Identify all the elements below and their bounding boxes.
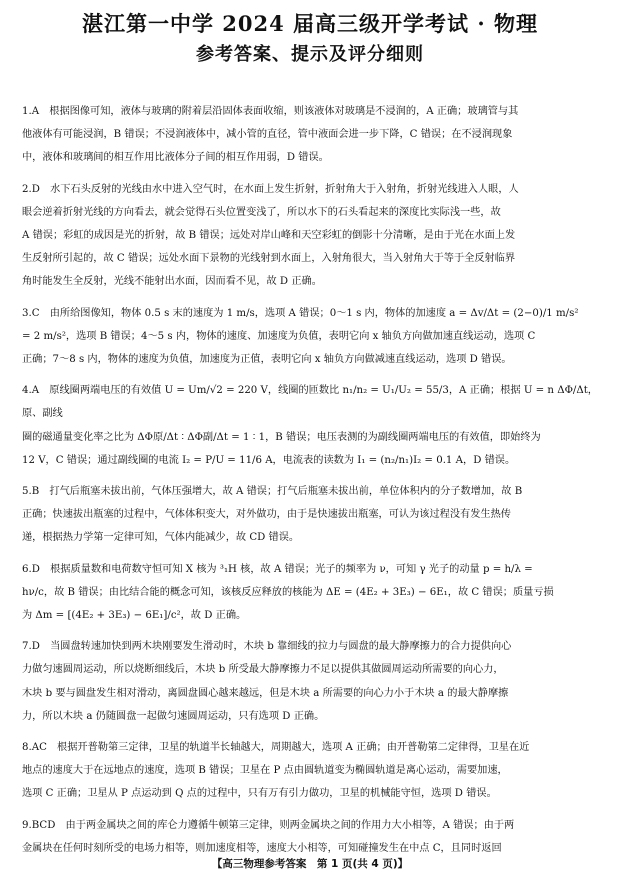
- answer-1: [22, 100, 598, 170]
- answer-line: 地点的速度大于在远地点的速度，选项 B 错误；卫星在 P 点由圆轨道变为椭圆轨道是离心运动，需要加速，: [22, 765, 508, 777]
- answer-line: 6.D 根据质量数和电荷数守恒可知 X 核为 ³₁H 核，故 A 错误；光子的频率为 ν，可知 γ 光子的动量 p = h/λ =: [22, 563, 533, 575]
- answer-line: hν/c，故 B 错误；由比结合能的概念可知，该核反应释放的核能为 ΔE = (4E₂ + 3E₃) − 6E₁，故 C 错误；质量亏损: [22, 586, 554, 598]
- answer-3: [22, 302, 598, 372]
- answer-line: 他液体有可能浸润，B 错误；不浸润液体中，减小管的直径，管中液面会进一步下降，C 错误；在不浸润现象: [22, 129, 513, 141]
- answer-line: 木块 b 要与圆盘发生相对滑动，离圆盘圆心越来越远，但是木块 a 所需要的向心力小于木块 a 的最大静摩擦: [22, 687, 509, 699]
- answer-2: [22, 178, 598, 294]
- answer-line: 生反射所引起的，故 C 错误；远处水面下景物的光线射到水面上，入射角很大，当入射角大于等于全反射临界: [22, 253, 516, 265]
- answer-line: 1.A 根据图像可知，液体与玻璃的附着层沿固体表面收缩，则该液体对玻璃是不浸润的，A 正确；玻璃管与其: [22, 106, 519, 117]
- answer-list: [22, 100, 598, 860]
- answer-line: 眼会逆着折射光线的方向看去，就会觉得石头位置变浅了，所以水下的石头看起来的深度比实际浅一些，故: [22, 206, 501, 218]
- answer-line: 7.D 当圆盘转速加快到两木块刚要发生滑动时，木块 b 靠细线的拉力与圆盘的最大静摩擦力的合力提供向心: [22, 641, 512, 653]
- answer-line: = 2 m/s²，选项 B 错误；4～5 s 内，物体的速度、加速度为负值，表明它向 x 轴负方向做加速直线运动，选项 C: [22, 330, 536, 342]
- answer-9: [22, 814, 598, 860]
- answer-4: [22, 379, 598, 472]
- answer-line: 金属块在任何时刻所受的电场力相等，则加速度相等，速度大小相等，可知碰撞发生在中点 C，且同时返回: [22, 842, 502, 854]
- answer-line: 3.C 由所给图像知，物体 0.5 s 末的速度为 1 m/s，选项 A 错误；0～1 s 内，物体的加速度 a = Δv/Δt = (2−0)/1 m/s²: [22, 307, 579, 319]
- page-title: 湛江第一中学 2024 届高三级开学考试 · 物理: [81, 11, 538, 36]
- answer-line: A 错误；彩虹的成因是光的折射，故 B 错误；远处对岸山峰和天空彩虹的倒影十分清晰，是由于光在水面上发: [22, 230, 516, 242]
- answer-line: 2.D 水下石头反射的光线由水中进入空气时，在水面上发生折射，折射角大于入射角，折射光线进入人眼，人: [22, 183, 519, 195]
- answer-7: [22, 635, 598, 728]
- page-subtitle: 参考答案、提示及评分细则: [196, 44, 424, 65]
- answer-8: [22, 736, 598, 806]
- page-footer: 【高三物理参考答案 第 1 页(共 4 页)】: [211, 858, 409, 870]
- answer-line: 8.AC 根据开普勒第三定律，卫星的轨道半长轴越大，周期越大，选项 A 正确；由开普勒第二定律得，卫星在近: [22, 742, 530, 754]
- answer-line: 4.A 原线圈两端电压的有效值 U = Um/√2 = 220 V，线圈的匝数比 n₁/n₂ = U₁/U₂ = 55/3，A 正确；根据 U = n ΔΦ/Δt，原、副线: [22, 385, 598, 420]
- answer-line: 递，根据热力学第一定律可知，气体内能减少，故 CD 错误。: [22, 532, 300, 544]
- answer-line: 12 V，C 错误；通过副线圈的电流 I₂ = P/U = 11/6 A，电流表的读数为 I₁ = (n₂/n₁)I₂ = 0.1 A，D 错误。: [22, 454, 516, 466]
- answer-line: 中，液体和玻璃间的相互作用比液体分子间的相互作用弱，D 错误。: [22, 152, 329, 164]
- answer-line: 圈的磁通量变化率之比为 ΔΦ原/Δt ∶ ΔΦ副/Δt = 1 ∶ 1，B 错误；电压表测的为副线圈两端电压的有效值，即始终为: [22, 431, 541, 443]
- answer-line: 5.B 打气后瓶塞未拔出前，气体压强增大，故 A 错误；打气后瓶塞未拔出前，单位体积内的分子数增加，故 B: [22, 486, 523, 498]
- answer-line: 选项 C 正确；卫星从 P 点运动到 Q 点的过程中，只有万有引力做功，卫星的机械能守恒，选项 D 错误。: [22, 788, 497, 800]
- answer-5: [22, 480, 598, 550]
- answer-line: 9.BCD 由于两金属块之间的库仑力遵循牛顿第三定律，则两金属块之间的作用力大小相等，A 错误；由于两: [22, 819, 515, 831]
- answer-line: 正确；7～8 s 内，物体的速度为负值，加速度为正值，表明它向 x 轴负方向做减速直线运动，选项 D 错误。: [22, 354, 512, 366]
- answer-line: 力做匀速圆周运动，所以烧断细线后，木块 b 所受最大静摩擦力不足以提供其做圆周运动所需要的向心力，: [22, 664, 504, 676]
- answer-line: 力，所以木块 a 仍随圆盘一起做匀速圆周运动，只有选项 D 正确。: [22, 710, 325, 722]
- answer-line: 为 Δm = [(4E₂ + 3E₃) − 6E₁]/c²，故 D 正确。: [22, 610, 247, 622]
- answer-6: [22, 558, 598, 628]
- answer-line: 正确；快速拔出瓶塞的过程中，气体体积变大，对外做功，由于是快速拔出瓶塞，可认为该过程没有发生热传: [22, 509, 511, 521]
- answer-line: 角时能发生全反射，光线不能射出水面，因而看不见，故 D 正确。: [22, 276, 322, 288]
